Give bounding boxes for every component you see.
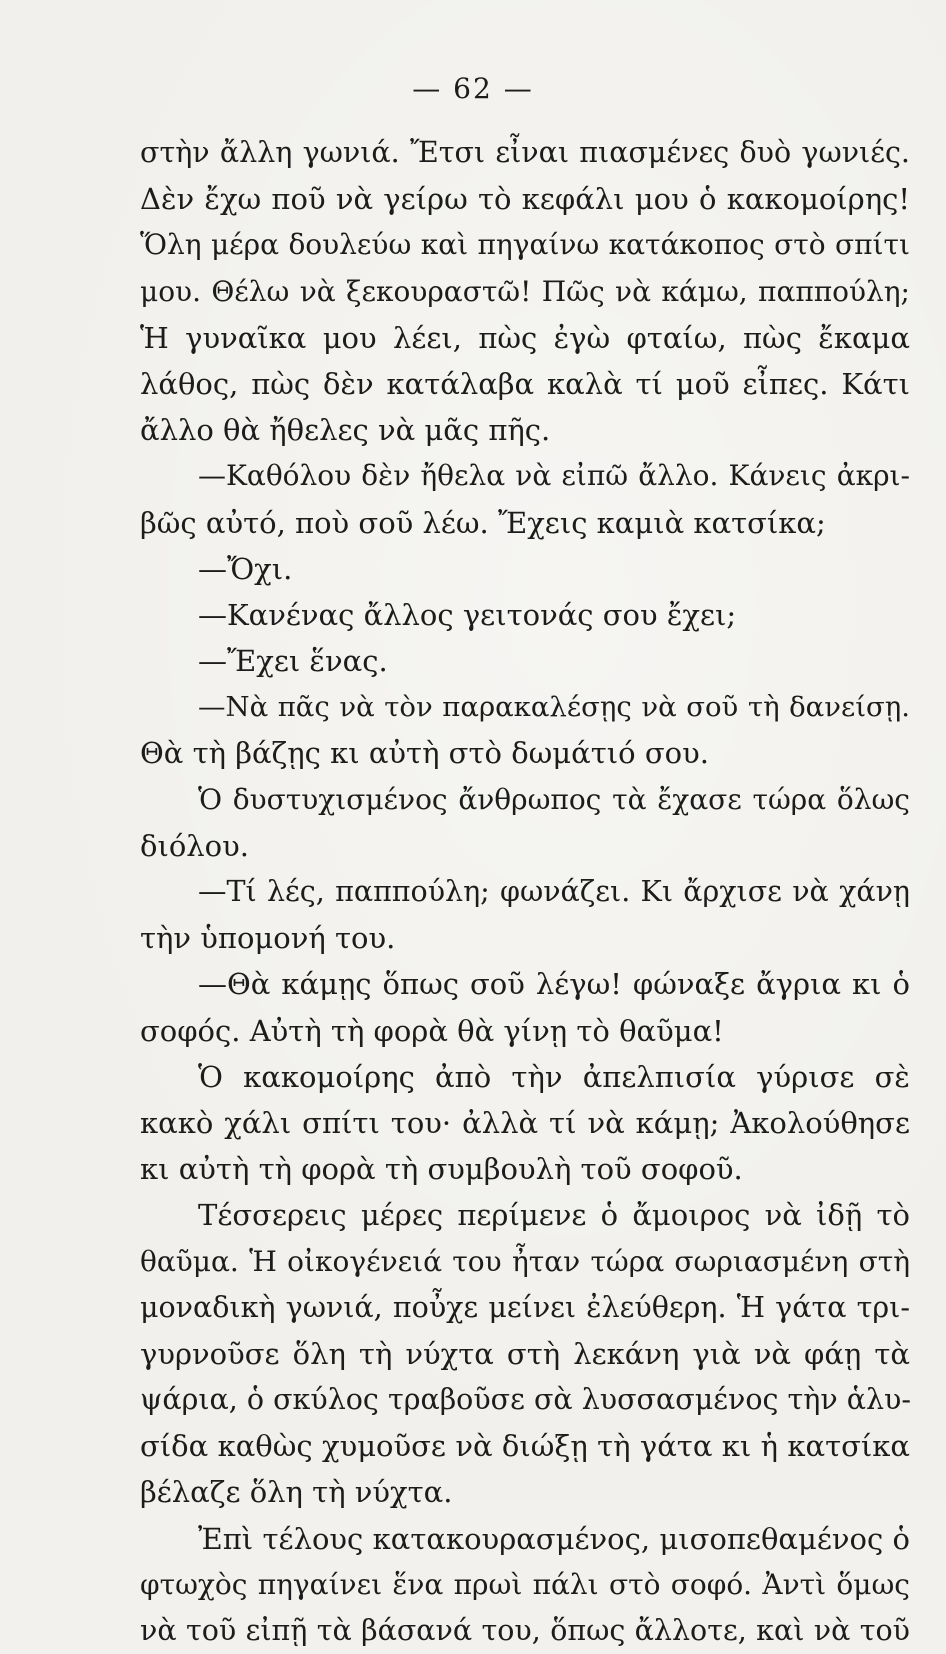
text-line: Ἐπὶ τέλους κατακουρασμένος, μισοπεθαμένος ὁ xyxy=(198,1521,910,1556)
text-line: λάθος, πὼς δὲν κατάλαβα καλὰ τί μοῦ εἶπες. Κάτι xyxy=(140,366,910,401)
text-line: ἄλλο θὰ ἤθελες νὰ μᾶς πῆς. xyxy=(140,413,551,448)
text-line: σίδα καθὼς χυμοῦσε νὰ διώξῃ τὴ γάτα κι ἡ κατσίκα xyxy=(140,1429,910,1464)
text-line: μου. Θέλω νὰ ξεκουραστῶ! Πῶς νὰ κάμω, παππούλη; xyxy=(140,274,910,308)
text-line: —Τί λές, παππούλη; φωνάζει. Κι ἄρχισε νὰ χάνῃ xyxy=(198,875,910,908)
text-line: κι αὐτὴ τὴ φορὰ τὴ συμβουλὴ τοῦ σοφοῦ. xyxy=(140,1152,743,1187)
text-line: στὴν ἄλλη γωνιά. Ἔτσι εἶναι πιασμένες δυὸ γωνιές. xyxy=(140,136,910,169)
text-line: —Νὰ πᾶς νὰ τὸν παρακαλέσῃς νὰ σοῦ τὴ δανείσῃ. xyxy=(198,691,910,724)
text-line: Δὲν ἔχω ποῦ νὰ γείρω τὸ κεφάλι μου ὁ κακομοίρης! xyxy=(140,182,910,217)
page-body-text xyxy=(140,130,910,1654)
text-line: βῶς αὐτό, ποὺ σοῦ λέω. Ἔχεις καμιὰ κατσίκα; xyxy=(140,505,826,540)
text-line: θαῦμα. Ἡ οἰκογένειά του ἦταν τώρα σωριασμένη στὴ xyxy=(140,1244,910,1278)
text-line: σοφός. Αὐτὴ τὴ φορὰ θὰ γίνῃ τὸ θαῦμα! xyxy=(140,1013,724,1048)
text-line: —Κανένας ἄλλος γειτονάς σου ἔχει; xyxy=(198,597,737,632)
text-line: μοναδικὴ γωνιά, ποὖχε μείνει ἐλεύθερη. Ἡ γάτα τρι- xyxy=(140,1290,910,1324)
text-line: —Καθόλου δὲν ἤθελα νὰ εἰπῶ ἄλλο. Κάνεις ἀκρι- xyxy=(198,459,910,493)
text-line: —Ὄχι. xyxy=(198,551,293,586)
text-line: Ἡ γυναῖκα μου λέει, πὼς ἐγὼ φταίω, πὼς ἔκαμα xyxy=(140,320,910,355)
text-line: νὰ τοῦ εἰπῇ τὰ βάσανά του, ὅπως ἄλλοτε, καὶ νὰ τοῦ xyxy=(140,1614,910,1647)
text-line: Τέσσερεις μέρες περίμενε ὁ ἄμοιρος νὰ ἰδῇ τὸ xyxy=(198,1198,910,1233)
text-line: βέλαζε ὅλη τὴ νύχτα. xyxy=(140,1475,453,1510)
text-line: τὴν ὑπομονή του. xyxy=(140,921,396,956)
text-line: —Θὰ κάμῃς ὅπως σοῦ λέγω! φώναξε ἄγρια κι ὁ xyxy=(198,967,910,1002)
text-line: —Ἔχει ἕνας. xyxy=(198,644,388,679)
text-line: Θὰ τὴ βάζῃς κι αὐτὴ στὸ δωμάτιό σου. xyxy=(140,736,709,771)
text-line: κακὸ χάλι σπίτι του· ἀλλὰ τί νὰ κάμῃ; Ἀκολούθησε xyxy=(140,1105,910,1140)
text-line: Ὁ δυστυχισμένος ἄνθρωπος τὰ ἔχασε τώρα ὅλως xyxy=(198,782,910,816)
text-line: Ὅλη μέρα δουλεύω καὶ πηγαίνω κατάκοπος στὸ σπίτι xyxy=(140,228,910,262)
text-line: διόλου. xyxy=(140,828,249,863)
text-line: ψάρια, ὁ σκύλος τραβοῦσε σὰ λυσσασμένος τὴν ἁλυ- xyxy=(140,1383,911,1417)
text-line: Ὁ κακομοίρης ἀπὸ τὴν ἀπελπισία γύρισε σὲ xyxy=(198,1059,910,1094)
text-line: γυρνοῦσε ὅλη τὴ νύχτα στὴ λεκάνη γιὰ νὰ φάῃ τὰ xyxy=(140,1336,910,1371)
text-line: φτωχὸς πηγαίνει ἕνα πρωὶ πάλι στὸ σοφό. Ἀντὶ ὅμως xyxy=(140,1567,910,1601)
page-number: — 62 — xyxy=(412,72,534,105)
